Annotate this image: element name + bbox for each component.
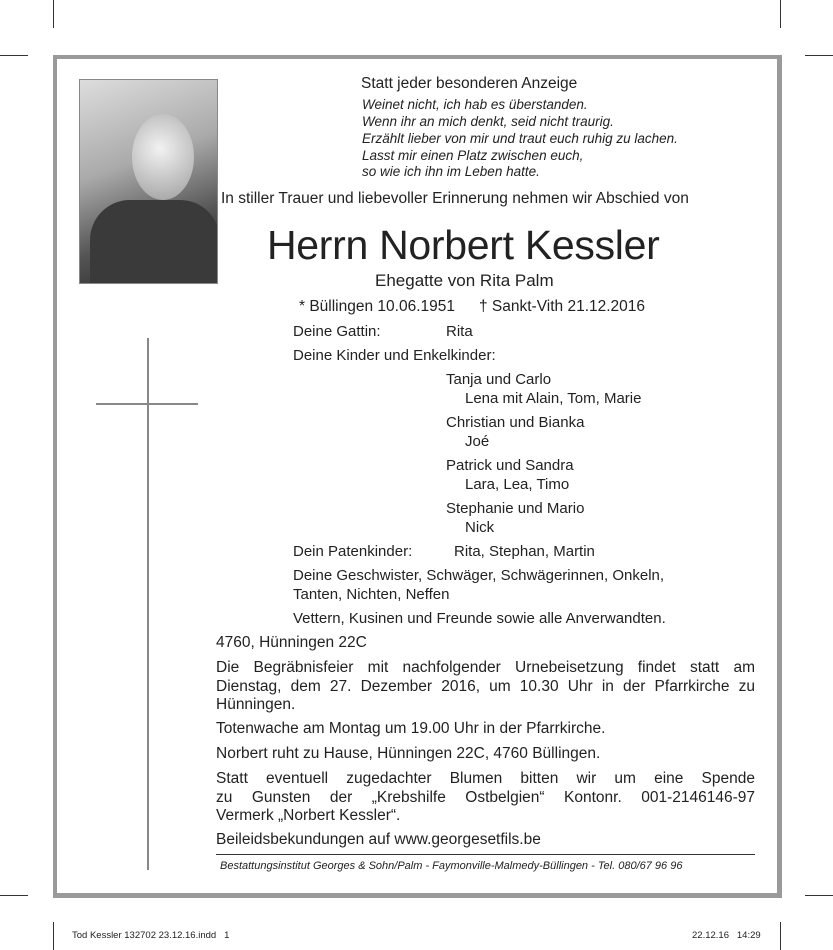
crop-mark (780, 0, 781, 28)
paten-names: Rita, Stephan, Martin (454, 543, 595, 560)
poem-line: Erzählt lieber von mir und traut euch ruhig zu lachen. (362, 131, 678, 146)
death-info: † Sankt-Vith 21.12.2016 (479, 298, 646, 315)
crop-mark (780, 922, 781, 950)
funeral-home-footer: Bestattungsinstitut Georges & Sohn/Palm - Faymonville-Malmedy-Büllingen - Tel. 080/67 96 96 (220, 860, 683, 872)
portrait-photo (79, 79, 218, 284)
paten-row (293, 543, 595, 560)
donation-line: Vermerk „Norbert Kessler“. (216, 807, 401, 824)
spouse-line: Ehegatte von Rita Palm (375, 271, 554, 290)
donation-line: Statt eventuell zugedachter Blumen bitten wir um eine Spende (216, 770, 755, 787)
slug-date: 22.12.16 14:29 (692, 930, 761, 941)
crop-mark (0, 55, 28, 56)
child-family: Patrick und Sandra (446, 457, 574, 474)
wake-info: Totenwache am Montag um 19.00 Uhr in der Pfarrkirche. (216, 720, 606, 737)
funeral-line: Dienstag, dem 27. Dezember 2016, um 10.30 Uhr in der Pfarrkirche zu (216, 678, 755, 695)
poem-line: Wenn ihr an mich denkt, seid nicht traurig. (362, 114, 614, 129)
kinder-label: Deine Kinder und Enkelkinder: (293, 347, 496, 364)
gattin-label: Deine Gattin: (293, 323, 381, 340)
gattin-name: Rita (446, 323, 473, 340)
cross-icon (147, 338, 149, 870)
grandchildren: Lena mit Alain, Tom, Marie (465, 390, 642, 407)
address: 4760, Hünningen 22C (216, 634, 367, 651)
crop-mark (805, 55, 833, 56)
grandchildren: Joé (465, 433, 490, 450)
child-family: Tanja und Carlo (446, 371, 552, 388)
poem-line: so wie ich ihn im Leben hatte. (362, 164, 540, 179)
intro-text: In stiller Trauer und liebevoller Erinnerung nehmen wir Abschied von (221, 190, 689, 207)
footer-divider (216, 854, 755, 855)
donation-line: zu Gunsten der „Krebshilfe Ostbelgien“ Kontonr. 001-2146146-97 (216, 789, 755, 806)
condolences-link: Beileidsbekundungen auf www.georgesetfils.be (216, 831, 541, 848)
header-text: Statt jeder besonderen Anzeige (361, 75, 578, 92)
crop-mark (53, 922, 54, 950)
relatives-line: Vettern, Kusinen und Freunde sowie alle Anverwandten. (293, 610, 666, 627)
funeral-line: Hünningen. (216, 696, 296, 713)
crop-mark (805, 895, 833, 896)
deceased-name: Herrn Norbert Kessler (267, 222, 660, 268)
slug-filename: Tod Kessler 132702 23.12.16.indd 1 (72, 930, 230, 941)
birth-info: * Büllingen 10.06.1951 (299, 298, 455, 315)
poem-line: Weinet nicht, ich hab es überstanden. (362, 97, 588, 112)
child-family: Stephanie und Mario (446, 500, 585, 517)
poem-line: Lasst mir einen Platz zwischen euch, (362, 148, 584, 163)
life-dates (299, 298, 645, 316)
grandchildren: Nick (465, 519, 495, 536)
child-family: Christian und Bianka (446, 414, 585, 431)
crop-mark (0, 895, 28, 896)
cross-bar (96, 403, 198, 405)
paten-label: Dein Patenkinder: (293, 543, 413, 560)
crop-mark (53, 0, 54, 28)
grandchildren: Lara, Lea, Timo (465, 476, 570, 493)
siblings-line: Deine Geschwister, Schwäger, Schwägerinnen, Onkeln, (293, 567, 665, 584)
rest-info: Norbert ruht zu Hause, Hünningen 22C, 4760 Büllingen. (216, 745, 601, 762)
siblings-line: Tanten, Nichten, Neffen (293, 586, 450, 603)
funeral-line: Die Begräbnisfeier mit nachfolgender Urnebeisetzung findet statt am (216, 659, 755, 676)
